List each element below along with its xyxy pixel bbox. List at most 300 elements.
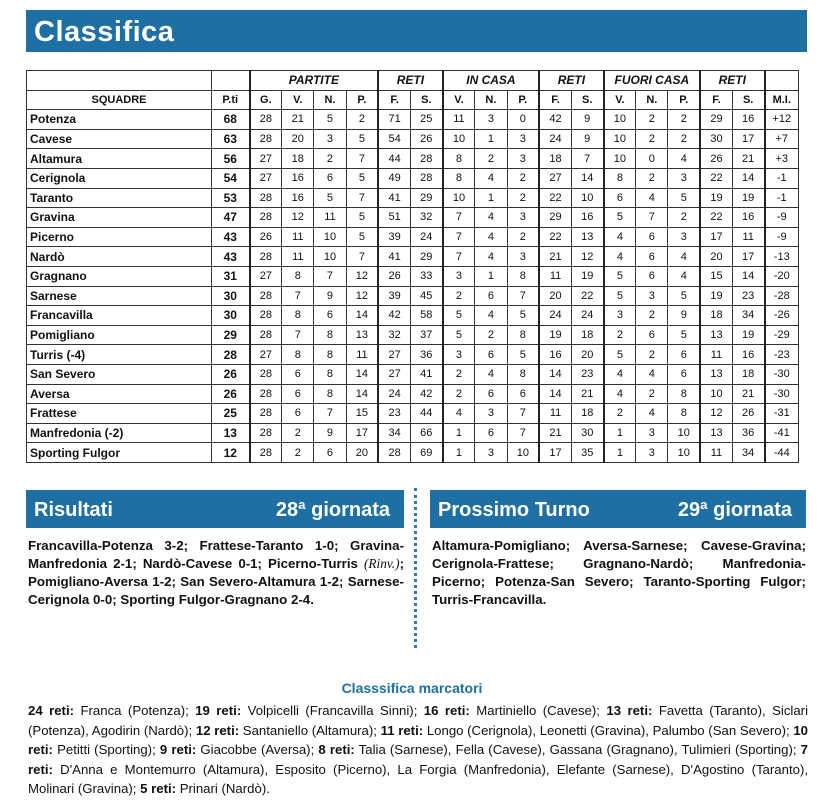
stat-cell: 14 [539, 384, 571, 404]
stat-cell: 9 [314, 286, 346, 306]
stat-cell: 11 [282, 247, 314, 267]
stat-cell: 1 [475, 188, 507, 208]
table-row [27, 325, 799, 345]
col-away-p: P. [668, 90, 700, 110]
stat-cell: 9 [668, 306, 700, 326]
stat-cell: 6 [475, 384, 507, 404]
stat-cell: 8 [282, 266, 314, 286]
stat-cell: 2 [346, 110, 378, 130]
scorer-players: Franca (Potenza); [80, 703, 189, 718]
stat-cell: 14 [346, 384, 378, 404]
stat-cell: 9 [571, 110, 603, 130]
stat-cell: 4 [475, 227, 507, 247]
stat-cell: 4 [475, 306, 507, 326]
stat-cell: 28 [250, 384, 282, 404]
stat-cell: 12 [346, 266, 378, 286]
scorer-players: Volpicelli (Francavilla Sinni); [247, 703, 418, 718]
stat-cell: 6 [314, 443, 346, 463]
stat-cell: 3 [507, 247, 539, 267]
points: 54 [212, 168, 250, 188]
stat-cell: 0 [507, 110, 539, 130]
stat-cell: 2 [507, 188, 539, 208]
stat-cell: 22 [700, 168, 732, 188]
scorer-goals: 13 reti: [606, 703, 653, 718]
stat-cell: 7 [282, 325, 314, 345]
stat-cell: 3 [507, 208, 539, 228]
stat-cell: 42 [539, 110, 571, 130]
stat-cell: 12 [700, 404, 732, 424]
stat-cell: 6 [314, 168, 346, 188]
table-row [27, 306, 799, 326]
stat-cell: 41 [378, 247, 410, 267]
stat-cell: 26 [410, 129, 442, 149]
stat-cell: 3 [507, 149, 539, 169]
stat-cell: 13 [571, 227, 603, 247]
stat-cell: 18 [571, 404, 603, 424]
stat-cell: 1 [604, 443, 636, 463]
stat-cell: 1 [475, 266, 507, 286]
stat-cell: 12 [571, 247, 603, 267]
stat-cell: 9 [571, 129, 603, 149]
stat-cell: 2 [636, 345, 668, 365]
stat-cell: 2 [636, 384, 668, 404]
stat-cell: 20 [282, 129, 314, 149]
stat-cell: 5 [346, 227, 378, 247]
stat-cell: 6 [636, 266, 668, 286]
stat-cell: 5 [604, 208, 636, 228]
table-row [27, 404, 799, 424]
prossimo-turno-text: Altamura-Pomigliano; Aversa-Sarnese; Cavese-Gravina; Cerignola-Frattese; Gragnano-Nardò; Manfredonia-Picerno; Potenza-San Severo; Taranto-Sporting Fulgor; Turris-Francavilla. [432, 538, 806, 607]
stat-cell: 11 [539, 266, 571, 286]
stat-cell: 8 [443, 149, 475, 169]
scorer-players: Martiniello (Cavese); [476, 703, 600, 718]
team-name: San Severo [27, 364, 212, 384]
col-away-v: V. [604, 90, 636, 110]
team-name: Turris (-4) [27, 345, 212, 365]
stat-cell: 2 [636, 168, 668, 188]
stat-cell: 4 [475, 208, 507, 228]
stat-cell: 5 [604, 266, 636, 286]
stat-cell: 29 [700, 110, 732, 130]
stat-cell: 3 [475, 110, 507, 130]
team-name: Cavese [27, 129, 212, 149]
stat-cell: 7 [443, 227, 475, 247]
stat-cell: 11 [346, 345, 378, 365]
stat-cell: 51 [378, 208, 410, 228]
marcatori-text [28, 701, 808, 799]
stat-cell: 19 [700, 286, 732, 306]
header-reti-fuori: RETI [700, 71, 764, 91]
stat-cell: 24 [410, 227, 442, 247]
stat-cell: 7 [507, 286, 539, 306]
team-name: Francavilla [27, 306, 212, 326]
stat-cell: 1 [443, 423, 475, 443]
table-row [27, 188, 799, 208]
stat-cell: 26 [732, 404, 764, 424]
risultati-giornata: 28ª giornata [275, 499, 390, 521]
table-row [27, 266, 799, 286]
stat-cell: 10 [507, 443, 539, 463]
stat-cell: 27 [250, 168, 282, 188]
stat-cell: 4 [604, 364, 636, 384]
stat-cell: 13 [700, 325, 732, 345]
table-row [27, 149, 799, 169]
stat-cell: 4 [604, 384, 636, 404]
stat-cell: 9 [314, 423, 346, 443]
stat-cell: 27 [378, 364, 410, 384]
stat-cell: 16 [282, 188, 314, 208]
stat-cell: 6 [282, 364, 314, 384]
table-row [27, 227, 799, 247]
stat-cell: 13 [700, 423, 732, 443]
standings-body [27, 110, 799, 463]
stat-cell: 6 [282, 384, 314, 404]
stat-cell: 21 [732, 384, 764, 404]
team-name: Gravina [27, 208, 212, 228]
stat-cell: 5 [668, 325, 700, 345]
stat-cell: 4 [475, 247, 507, 267]
stat-cell: -9 [765, 208, 799, 228]
stat-cell: -23 [765, 345, 799, 365]
stat-cell: 24 [539, 129, 571, 149]
scorer-goals: 7 reti: [28, 742, 809, 777]
prossimo-turno-banner [430, 490, 806, 528]
stat-cell: 17 [700, 227, 732, 247]
table-row [27, 129, 799, 149]
stat-cell: 8 [314, 345, 346, 365]
stat-cell: -29 [765, 325, 799, 345]
team-name: Taranto [27, 188, 212, 208]
scorer-players: Prinari (Nardò). [179, 781, 270, 796]
stat-cell: 13 [700, 364, 732, 384]
stat-cell: 16 [732, 345, 764, 365]
stat-cell: 5 [604, 345, 636, 365]
stat-cell: -1 [765, 188, 799, 208]
stat-cell: -30 [765, 384, 799, 404]
stat-cell: 6 [282, 404, 314, 424]
col-home-s: S. [571, 90, 603, 110]
scorer-players: Longo (Cerignola), Leonetti (Gravina), Palumbo (San Severo); [426, 722, 790, 738]
team-name: Altamura [27, 149, 212, 169]
stat-cell: 28 [250, 364, 282, 384]
stat-cell: 12 [346, 286, 378, 306]
stat-cell: 66 [410, 423, 442, 443]
stat-cell: 6 [636, 325, 668, 345]
table-row [27, 110, 799, 130]
table-row [27, 208, 799, 228]
scorer-goals: 11 reti: [380, 722, 424, 738]
stat-cell: 2 [443, 364, 475, 384]
stat-cell: 2 [314, 149, 346, 169]
header-in-casa: IN CASA [443, 71, 540, 91]
scorer-goals: 12 reti: [195, 722, 240, 738]
group-header-row [27, 71, 799, 91]
stat-cell: 17 [732, 129, 764, 149]
stat-cell: 36 [732, 423, 764, 443]
points: 29 [212, 325, 250, 345]
stat-cell: 28 [250, 188, 282, 208]
stat-cell: +12 [765, 110, 799, 130]
points: 43 [212, 227, 250, 247]
stat-cell: 29 [539, 208, 571, 228]
stat-cell: 27 [250, 266, 282, 286]
stat-cell: 17 [346, 423, 378, 443]
stat-cell: -13 [765, 247, 799, 267]
stat-cell: 2 [636, 129, 668, 149]
stat-cell: 5 [604, 286, 636, 306]
stat-cell: 16 [732, 110, 764, 130]
stat-cell: 15 [700, 266, 732, 286]
stat-cell: 19 [571, 266, 603, 286]
stat-cell: 28 [378, 443, 410, 463]
stat-cell: 4 [636, 188, 668, 208]
stat-cell: 30 [571, 423, 603, 443]
stat-cell: 16 [571, 208, 603, 228]
stat-cell: 10 [443, 129, 475, 149]
stat-cell: 34 [378, 423, 410, 443]
col-away-f: F. [700, 90, 732, 110]
scorer-players: Petitti (Sporting); [57, 742, 156, 757]
stat-cell: 17 [732, 247, 764, 267]
stat-cell: 22 [539, 188, 571, 208]
stat-cell: 19 [700, 188, 732, 208]
table-row [27, 168, 799, 188]
stat-cell: -1 [765, 168, 799, 188]
stat-cell: 2 [475, 149, 507, 169]
stat-cell: 17 [539, 443, 571, 463]
stat-cell: 5 [346, 208, 378, 228]
scorer-players: Talia (Sarnese), Fella (Cavese), Gassana (Gragnano), Tulimieri (Sporting); [358, 742, 797, 757]
stat-cell: 5 [346, 168, 378, 188]
stat-cell: 11 [443, 110, 475, 130]
stat-cell: 3 [507, 129, 539, 149]
risultati-text [28, 537, 404, 609]
stat-cell: 6 [668, 364, 700, 384]
points: 47 [212, 208, 250, 228]
stat-cell: 3 [314, 129, 346, 149]
stat-cell: 11 [539, 404, 571, 424]
stat-cell: 28 [250, 208, 282, 228]
scorer-goals: 24 reti: [28, 703, 75, 718]
stat-cell: 20 [539, 286, 571, 306]
stat-cell: 27 [250, 149, 282, 169]
stat-cell: 5 [314, 188, 346, 208]
stat-cell: 27 [250, 345, 282, 365]
stat-cell: 14 [346, 364, 378, 384]
stat-cell: 2 [507, 168, 539, 188]
risultati-banner [26, 490, 404, 528]
stat-cell: 10 [668, 423, 700, 443]
stat-cell: 6 [475, 423, 507, 443]
stat-cell: 2 [636, 306, 668, 326]
stat-cell: 3 [475, 404, 507, 424]
stat-cell: 7 [314, 266, 346, 286]
stat-cell: 8 [507, 325, 539, 345]
stat-cell: 8 [282, 306, 314, 326]
stat-cell: 26 [700, 149, 732, 169]
team-name: Nardò [27, 247, 212, 267]
col-home-n: N. [475, 90, 507, 110]
stat-cell: 7 [443, 247, 475, 267]
header-partite: PARTITE [250, 71, 379, 91]
team-name: Manfredonia (-2) [27, 423, 212, 443]
stat-cell: -26 [765, 306, 799, 326]
col-f: F. [378, 90, 410, 110]
scorer-goals: 16 reti: [423, 703, 470, 718]
stat-cell: 10 [604, 149, 636, 169]
stat-cell: 6 [636, 247, 668, 267]
stat-cell: 11 [700, 345, 732, 365]
col-home-v: V. [443, 90, 475, 110]
scorer-goals: 8 reti: [318, 742, 355, 757]
stat-cell: 4 [604, 227, 636, 247]
stat-cell: 4 [475, 364, 507, 384]
stat-cell: 42 [378, 306, 410, 326]
stat-cell: 3 [604, 306, 636, 326]
stat-cell: 37 [410, 325, 442, 345]
stat-cell: 8 [314, 325, 346, 345]
stat-cell: 16 [732, 208, 764, 228]
col-g: G. [250, 90, 282, 110]
stat-cell: 12 [282, 208, 314, 228]
stat-cell: -28 [765, 286, 799, 306]
stat-cell: 34 [732, 443, 764, 463]
stat-cell: 4 [668, 247, 700, 267]
col-squadre: SQUADRE [27, 90, 212, 110]
stat-cell: +3 [765, 149, 799, 169]
stat-cell: 7 [314, 404, 346, 424]
col-v: V. [282, 90, 314, 110]
stat-cell: 10 [700, 384, 732, 404]
stat-cell: 8 [668, 384, 700, 404]
stat-cell: 29 [410, 188, 442, 208]
stat-cell: 3 [443, 345, 475, 365]
col-n: N. [314, 90, 346, 110]
stat-cell: 11 [700, 443, 732, 463]
stat-cell: 8 [443, 168, 475, 188]
stat-cell: 41 [410, 364, 442, 384]
stat-cell: 24 [571, 306, 603, 326]
col-pti: P.ti [212, 90, 250, 110]
stat-cell: 19 [732, 325, 764, 345]
stat-cell: 28 [250, 404, 282, 424]
stat-cell: 28 [250, 286, 282, 306]
marcatori-title: Classsifica marcatori [341, 680, 483, 696]
stat-cell: 28 [410, 168, 442, 188]
stat-cell: 2 [282, 423, 314, 443]
column-divider [414, 488, 417, 648]
points: 28 [212, 345, 250, 365]
stat-cell: 36 [410, 345, 442, 365]
stat-cell: 2 [475, 325, 507, 345]
stat-cell: 44 [378, 149, 410, 169]
stat-cell: 21 [539, 423, 571, 443]
stat-cell: 4 [636, 404, 668, 424]
stat-cell: 39 [378, 286, 410, 306]
stat-cell: 4 [604, 247, 636, 267]
prossimo-turno-title: Prossimo Turno [438, 499, 590, 521]
scorer-players: Favetta (Taranto), Siclari (Potenza), Agodirin (Nardò); [28, 703, 808, 738]
stat-cell: 2 [604, 404, 636, 424]
stat-cell: 7 [507, 423, 539, 443]
stat-cell: 0 [636, 149, 668, 169]
stat-cell: 7 [443, 208, 475, 228]
stat-cell: 32 [410, 208, 442, 228]
stat-cell: 8 [314, 364, 346, 384]
team-name: Gragnano [27, 266, 212, 286]
col-mi: M.I. [765, 90, 799, 110]
scorer-goals: 5 reti: [140, 781, 177, 796]
points: 13 [212, 423, 250, 443]
stat-cell: 22 [700, 208, 732, 228]
points: 25 [212, 404, 250, 424]
stat-cell: 58 [410, 306, 442, 326]
stat-cell: 2 [604, 325, 636, 345]
scorer-goals: 19 reti: [195, 703, 242, 718]
stat-cell: 2 [507, 227, 539, 247]
table-row [27, 423, 799, 443]
team-name: Picerno [27, 227, 212, 247]
scorer-goals: 9 reti: [159, 742, 197, 757]
stat-cell: 28 [250, 325, 282, 345]
stat-cell: 24 [378, 384, 410, 404]
stat-cell: 54 [378, 129, 410, 149]
team-name: Potenza [27, 110, 212, 130]
stat-cell: 5 [443, 325, 475, 345]
risultati-rinviata: (Rinv.) [364, 556, 400, 571]
stat-cell: 5 [314, 110, 346, 130]
stat-cell: 18 [282, 149, 314, 169]
risultati-title: Risultati [34, 499, 113, 521]
stat-cell: -9 [765, 227, 799, 247]
stat-cell: 10 [571, 188, 603, 208]
stat-cell: 34 [732, 306, 764, 326]
stat-cell: 2 [282, 443, 314, 463]
stat-cell: 7 [571, 149, 603, 169]
team-name: Pomigliano [27, 325, 212, 345]
stat-cell: 4 [636, 364, 668, 384]
stat-cell: 5 [346, 129, 378, 149]
stat-cell: 22 [539, 227, 571, 247]
stat-cell: 14 [571, 168, 603, 188]
points: 26 [212, 364, 250, 384]
stat-cell: +7 [765, 129, 799, 149]
points: 26 [212, 384, 250, 404]
table-row [27, 286, 799, 306]
stat-cell: 71 [378, 110, 410, 130]
title-banner [26, 10, 807, 52]
stat-cell: 18 [539, 149, 571, 169]
stat-cell: -41 [765, 423, 799, 443]
stat-cell: 18 [700, 306, 732, 326]
stat-cell: 33 [410, 266, 442, 286]
stat-cell: 7 [346, 247, 378, 267]
stat-cell: -20 [765, 266, 799, 286]
stat-cell: 5 [443, 306, 475, 326]
stat-cell: 22 [571, 286, 603, 306]
stat-cell: 28 [250, 110, 282, 130]
stat-cell: 42 [410, 384, 442, 404]
col-away-n: N. [636, 90, 668, 110]
stat-cell: 2 [443, 384, 475, 404]
stat-cell: 23 [571, 364, 603, 384]
team-name: Sporting Fulgor [27, 443, 212, 463]
header-fuori-casa: FUORI CASA [604, 71, 701, 91]
stat-cell: 28 [250, 423, 282, 443]
stat-cell: 8 [604, 168, 636, 188]
stat-cell: 8 [282, 345, 314, 365]
col-home-p: P. [507, 90, 539, 110]
